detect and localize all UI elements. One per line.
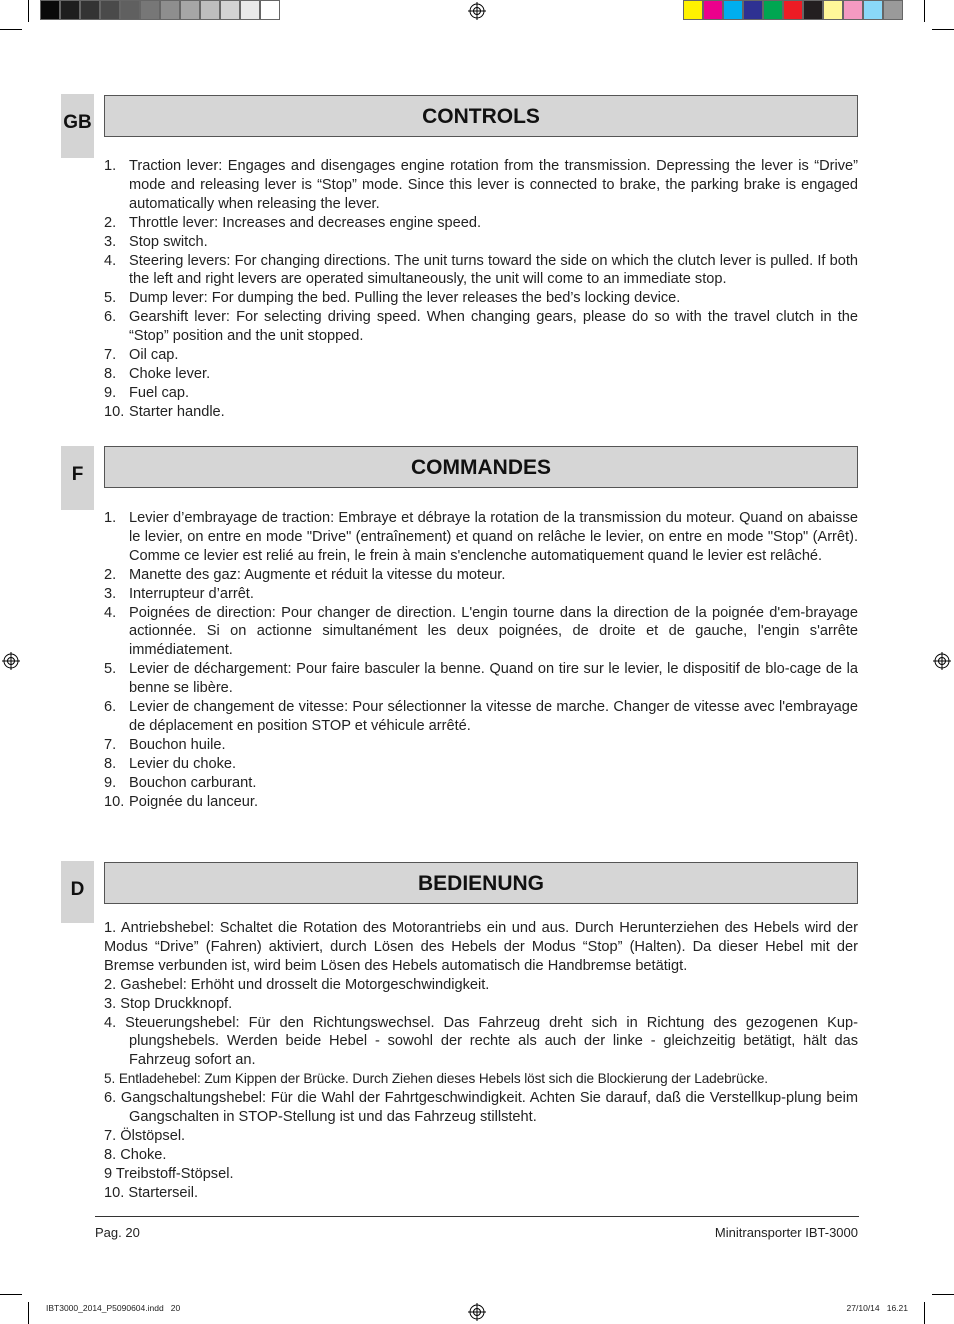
item-text: Poignée du lanceur. (129, 793, 259, 810)
list-item (104, 233, 858, 252)
registration-mark-icon (468, 2, 486, 20)
section-heading-commandes: COMMANDES (104, 446, 858, 488)
item-text: Fuel cap. (129, 384, 190, 401)
product-name: Minitransporter IBT-3000 (714, 1225, 858, 1240)
item-text: Manette des gaz: Augmente et réduit la vitesse du moteur. (129, 566, 506, 583)
item-text: Oil cap. (129, 347, 179, 364)
color-swatch (220, 0, 240, 20)
color-swatch (120, 0, 140, 20)
list-item (104, 214, 858, 233)
color-swatch (783, 0, 803, 20)
color-swatch (240, 0, 260, 20)
item-text: Steering levers: For changing directions. The unit turns toward the side on which the clutch lever is pulled. If both the left and right levers are operated simultaneously, the unit will come to an immediate stop. (129, 252, 858, 288)
language-tab-gb: GB (61, 94, 94, 158)
list-item (104, 566, 858, 585)
item-number: 9. (104, 384, 117, 401)
color-swatch (683, 0, 703, 20)
section-heading-controls: CONTROLS (104, 95, 858, 137)
slug-filename: IBT3000_2014_P5090604.indd 20 (46, 1303, 181, 1313)
color-swatch (60, 0, 80, 20)
item-number: 3. (104, 585, 117, 602)
color-swatch (883, 0, 903, 20)
list-item: 6. Gangschaltungshebel: Für die Wahl der Fahrtgeschwindigkeit. Achten Sie darauf, daß die Verstellkup-plung beim Gangschalten in STOP-Stellung ist und das Fahrzeug stillsteht. (104, 1090, 858, 1126)
color-swatch (160, 0, 180, 20)
item-number: 5. (104, 290, 117, 307)
item-number: 2. (104, 566, 117, 583)
color-swatch (823, 0, 843, 20)
list-item (104, 252, 858, 290)
list-item: 2. Gashebel: Erhöht und drosselt die Motorgeschwindigkeit. (104, 976, 490, 993)
color-swatch (743, 0, 763, 20)
crop-mark (932, 29, 954, 30)
item-text: Levier de déchargement: Pour faire basculer la benne. Quand on tire sur le levier, le dispositif de blo-cage de la benne se libère. (129, 661, 858, 697)
color-swatch (260, 0, 280, 20)
list-item (104, 793, 858, 812)
item-number: 5. (104, 661, 117, 678)
item-text: Poignées de direction: Pour changer de direction. L'engin tourne dans la direction de la poignée d'em-brayage actionnée. Si on actionne simultanément les deux poignées, de droite et de gauche, l'engin s'arrête immédiatement. (129, 604, 858, 659)
crop-mark (28, 1302, 29, 1324)
item-number: 10. (104, 793, 125, 810)
slug-date: 27/10/14 16.21 (846, 1303, 908, 1313)
list-item (104, 403, 858, 422)
item-number: 7. (104, 736, 117, 753)
list-item (104, 157, 858, 214)
crop-mark (28, 0, 29, 22)
item-number: 1. (104, 158, 117, 174)
color-swatch (40, 0, 60, 20)
color-swatch (843, 0, 863, 20)
list-item (104, 736, 858, 755)
item-text: Starter handle. (129, 403, 225, 420)
footer-rule (95, 1216, 859, 1217)
cmyk-color-bar (683, 0, 903, 22)
list-item: 9 Treibstoff-Stöpsel. (104, 1165, 234, 1182)
registration-mark-icon (468, 1303, 486, 1321)
page-number: Pag. 20 (95, 1225, 140, 1240)
item-text: Dump lever: For dumping the bed. Pulling the lever releases the bed’s locking device. (129, 290, 681, 307)
color-swatch (703, 0, 723, 20)
item-number: 3. (104, 233, 117, 250)
color-swatch (200, 0, 220, 20)
item-text: Levier du choke. (129, 755, 237, 772)
item-text: Traction lever: Engages and disengages engine rotation from the transmission. Depressing the lever is “Drive” mode and releasing lever is “Stop” mode. Since this lever is connected to brake, the parking brake is engaged automatically when releasing the lever. (129, 158, 858, 212)
list-item (104, 660, 858, 698)
item-text: Stop switch. (129, 233, 208, 250)
item-number: 8. (104, 755, 117, 772)
language-tab-f: F (61, 446, 94, 510)
list-item (104, 346, 858, 365)
item-number: 8. (104, 365, 117, 382)
list-item: 8. Choke. (104, 1146, 167, 1163)
list-item (104, 509, 858, 566)
item-number: 7. (104, 347, 117, 364)
item-text: Throttle lever: Increases and decreases engine speed. (129, 214, 482, 231)
list-item (104, 698, 858, 736)
crop-mark (0, 29, 22, 30)
item-number: 2. (104, 214, 117, 231)
color-swatch (723, 0, 743, 20)
list-item (104, 289, 858, 308)
item-text: Interrupteur d’arrêt. (129, 585, 254, 602)
crop-mark (932, 1294, 954, 1295)
color-swatch (803, 0, 823, 20)
color-swatch (140, 0, 160, 20)
list-item (104, 384, 858, 403)
controls-list (104, 157, 858, 422)
item-number: 6. (104, 699, 117, 716)
list-item: 7. Ölstöpsel. (104, 1127, 186, 1144)
color-swatch (763, 0, 783, 20)
list-item (104, 755, 858, 774)
item-text: Levier de changement de vitesse: Pour sélectionner la vitesse de marche. Changer de vitesse avec l'embrayage de déplacement en position STOP et véhicule arrêté. (129, 699, 858, 734)
crop-mark (0, 1294, 22, 1295)
crop-mark (924, 0, 925, 22)
item-number: 4. (104, 604, 117, 621)
list-item: 10. Starterseil. (104, 1184, 199, 1201)
item-number: 1. (104, 510, 117, 526)
crop-mark (924, 1302, 925, 1324)
item-text: Gearshift lever: For selecting driving speed. When changing gears, please do so with the travel clutch in the “Stop” position and the unit stopped. (129, 309, 858, 345)
list-item (104, 774, 858, 793)
item-number: 10. (104, 403, 125, 420)
list-item: 5. Entladehebel: Zum Kippen der Brücke. Durch Ziehen dieses Hebels löst sich die Blockierung der Ladebrücke. (104, 1071, 768, 1087)
section-heading-bedienung: BEDIENUNG (104, 862, 858, 904)
list-item (104, 585, 858, 604)
item-text: Levier d’embrayage de traction: Embraye et débraye la rotation de la transmission du moteur. Quand on abaisse le levier, on entre en mode "Drive" (entraînement) et quand on relâche le levier, on entre en mode "Stop" (Arrêt). Comme ce levier est relié au frein, le frein à main s'enclenche automatiquement quand le levier est relâché. (129, 510, 858, 564)
color-swatch (100, 0, 120, 20)
list-item (104, 604, 858, 661)
item-number: 6. (104, 309, 117, 326)
color-swatch (180, 0, 200, 20)
item-number: 9. (104, 774, 117, 791)
commandes-list (104, 509, 858, 812)
color-swatch (863, 0, 883, 20)
list-item (104, 308, 858, 346)
bedienung-list (104, 919, 858, 1203)
list-item (104, 365, 858, 384)
registration-mark-icon (933, 652, 951, 670)
language-tab-d: D (61, 861, 94, 923)
item-text: Choke lever. (129, 365, 211, 382)
registration-mark-icon (2, 652, 20, 670)
item-text: Bouchon carburant. (129, 774, 257, 791)
item-number: 4. (104, 252, 117, 269)
item-text: Bouchon huile. (129, 736, 226, 753)
grayscale-color-bar (40, 0, 280, 22)
color-swatch (80, 0, 100, 20)
list-item: 4. Steuerungshebel: Für den Richtungswechsel. Das Fahrzeug dreht sich in Richtung des gezogenen Kup-plungshebels. Werden beide Hebel - sowohl der rechte als auch der linke - gleichzeitig betätigt, hält das Fahrzeug sofort an. (104, 1014, 858, 1069)
list-item: 3. Stop Druckknopf. (104, 995, 233, 1012)
list-item: 1. Antriebshebel: Schaltet die Rotation des Motorantriebs ein und aus. Durch Herunterziehen des Hebels wird der Modus “Drive” (Fahren) aktiviert, durch Lösen des Hebels der Modus “Stop” (Halten). Da dieser Hebel mit der Bremse verbunden ist, wird beim Lösen des Hebels automatisch die Handbremse betätigt. (104, 920, 858, 974)
